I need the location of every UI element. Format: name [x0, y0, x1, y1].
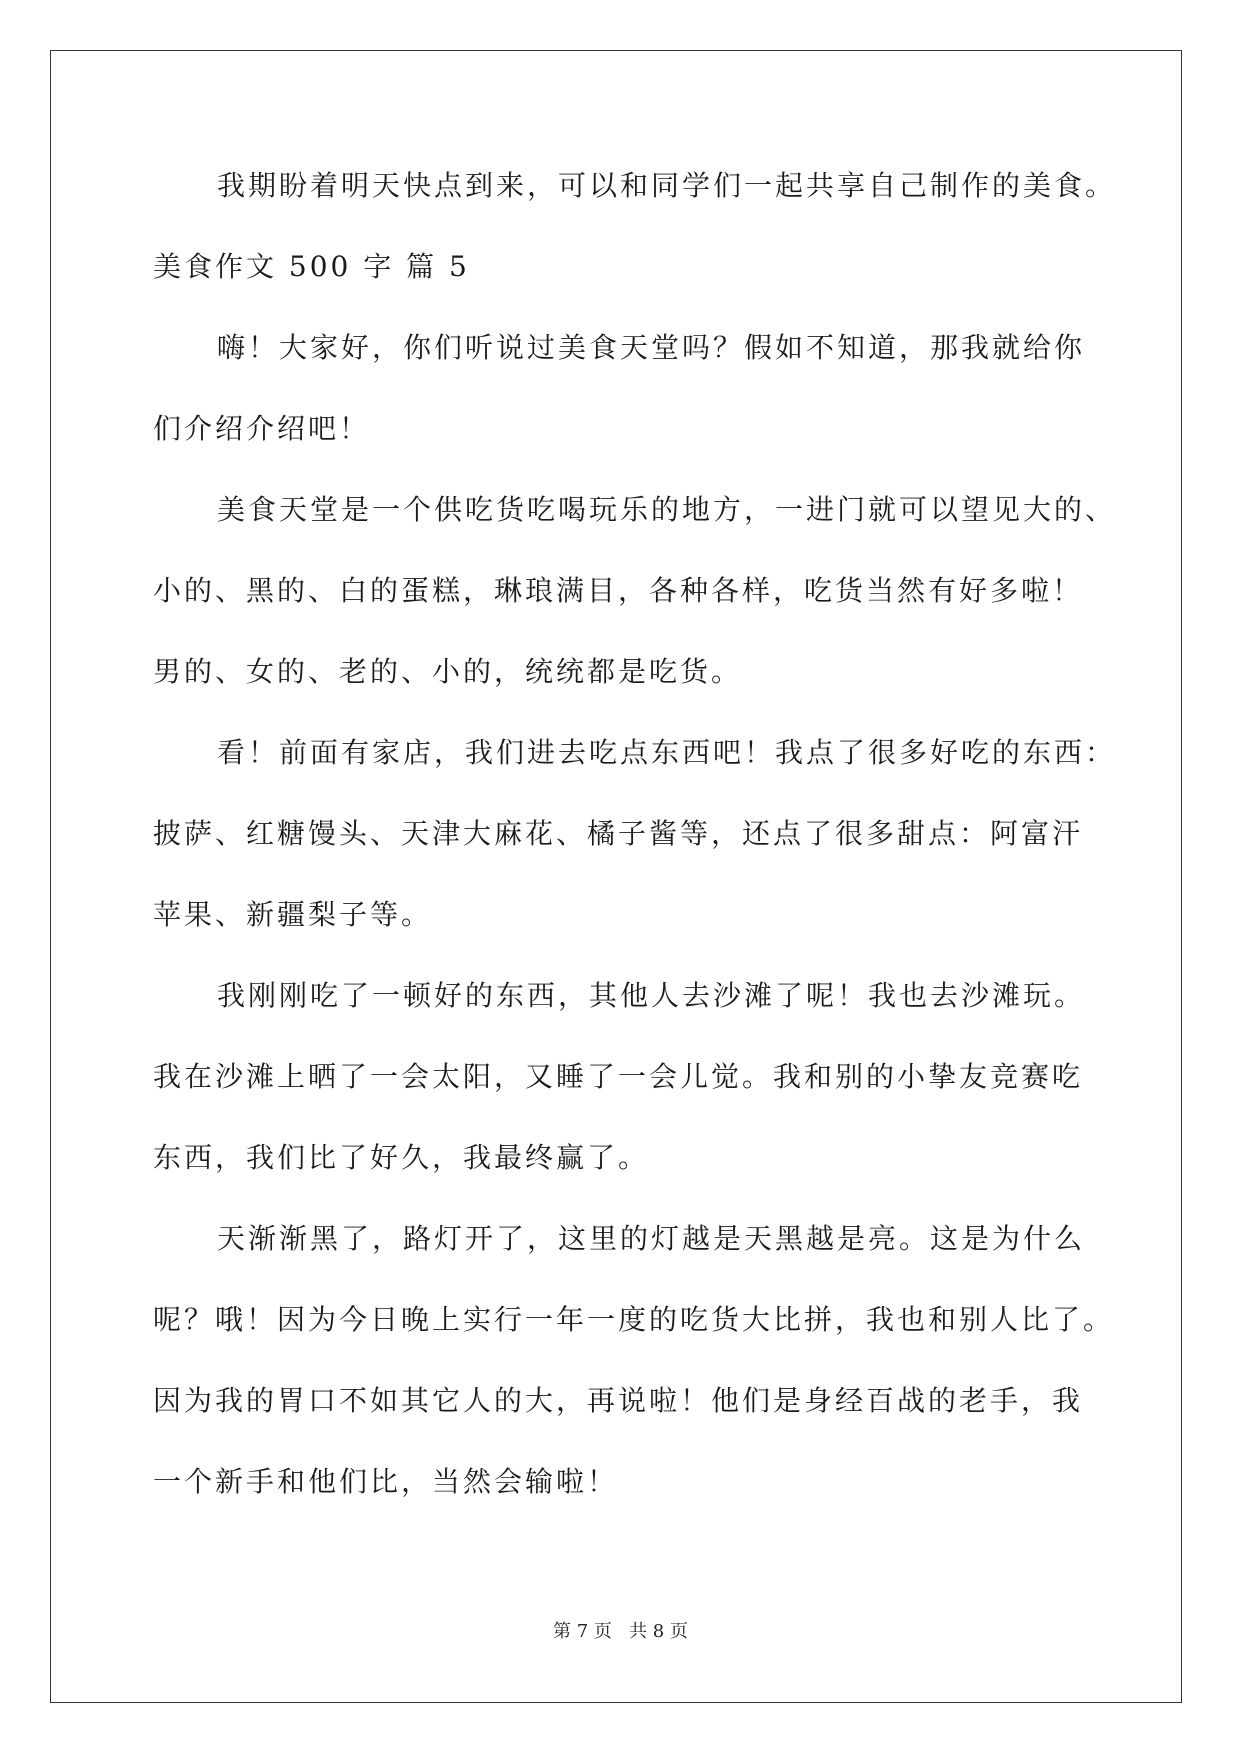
- text-line: 我刚刚吃了一顿好的东西，其他人去沙滩了呢！我也去沙滩玩。: [217, 979, 1086, 1012]
- text-line: 嗨！大家好，你们听说过美食天堂吗？假如不知道，那我就给你: [217, 331, 1086, 364]
- text-line: 们介绍介绍吧！: [153, 412, 371, 445]
- text-line: 我期盼着明天快点到来，可以和同学们一起共享自己制作的美食。: [217, 169, 1117, 202]
- text-line: 看！前面有家店，我们进去吃点东西吧！我点了很多好吃的东西：: [217, 736, 1117, 769]
- text-line: 美食天堂是一个供吃货吃喝玩乐的地方，一进门就可以望见大的、: [217, 493, 1117, 526]
- text-line: 东西，我们比了好久，我最终赢了。: [153, 1141, 650, 1174]
- text-line: 披萨、红糖馒头、天津大麻花、橘子酱等，还点了很多甜点：阿富汗: [153, 817, 1084, 850]
- text-line: 呢？哦！因为今日晚上实行一年一度的吃货大比拼，我也和别人比了。: [153, 1303, 1115, 1336]
- text-line: 一个新手和他们比，当然会输啦！: [153, 1465, 619, 1498]
- text-line: 我在沙滩上晒了一会太阳，又睡了一会儿觉。我和别的小挚友竞赛吃: [153, 1060, 1084, 1093]
- section-heading: 美食作文 500 字 篇 5: [153, 250, 470, 283]
- text-line: 男的、女的、老的、小的，统统都是吃货。: [153, 655, 743, 688]
- page-number-footer: 第 7 页 共 8 页: [553, 1621, 688, 1642]
- text-line: 因为我的胃口不如其它人的大，再说啦！他们是身经百战的老手，我: [153, 1384, 1084, 1417]
- document-body: [153, 162, 1117, 1539]
- text-line: 苹果、新疆梨子等。: [153, 898, 433, 931]
- text-line: 小的、黑的、白的蛋糕，琳琅满目，各种各样，吃货当然有好多啦！: [153, 574, 1084, 607]
- text-line: 天渐渐黑了，路灯开了，这里的灯越是天黑越是亮。这是为什么: [217, 1222, 1086, 1255]
